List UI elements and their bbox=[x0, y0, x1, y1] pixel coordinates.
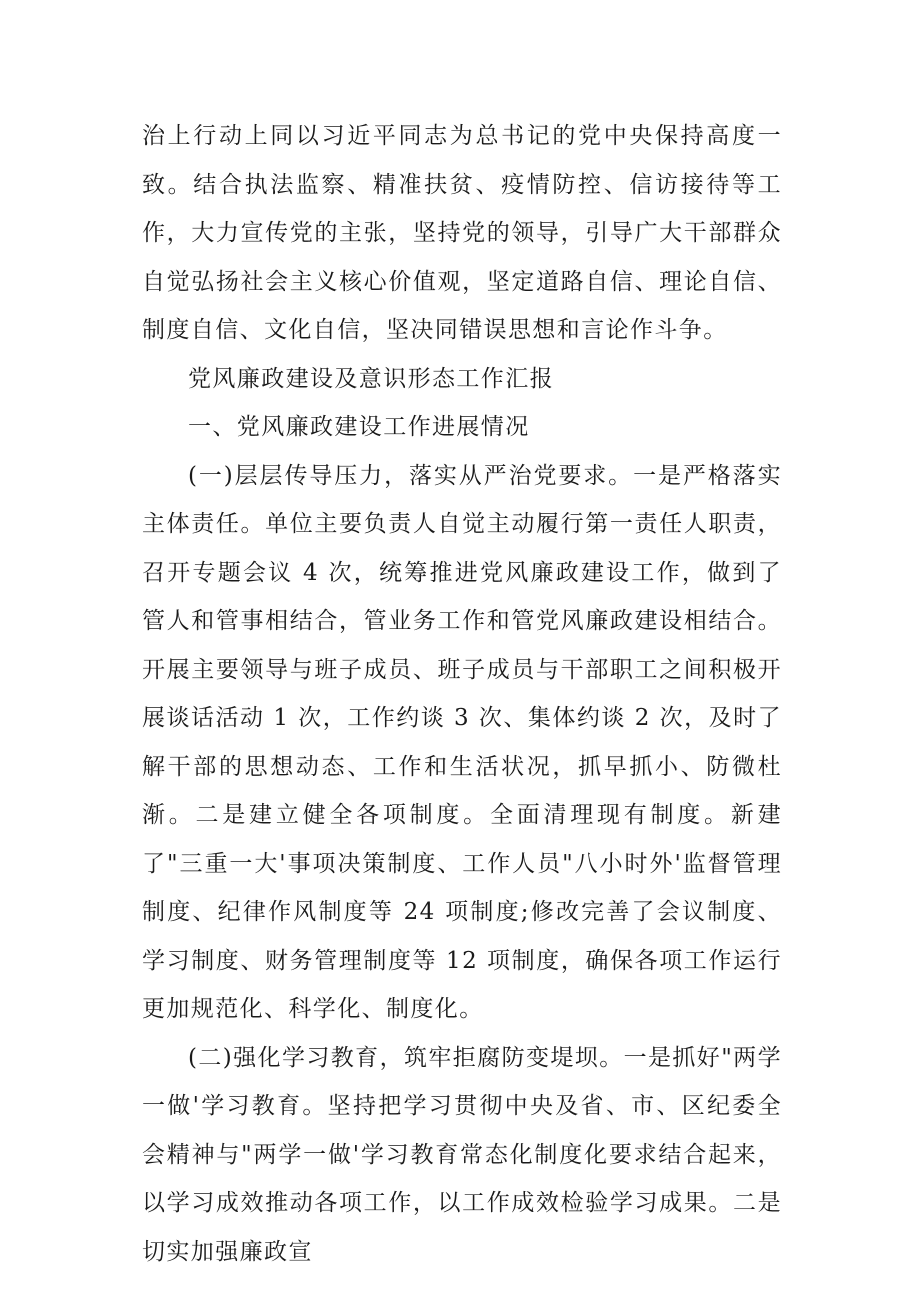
document-body bbox=[142, 112, 782, 1276]
document-title: 党风廉政建设及意识形态工作汇报 bbox=[188, 365, 554, 392]
section-heading: 一、党风廉政建设工作进展情况 bbox=[188, 414, 530, 440]
body-paragraph-1: (一)层层传导压力，落实从严治党要求。一是严格落实主体责任。单位主要负责人自觉主动履行第一责任人职责，召开专题会议 4 次，统筹推进党风廉政建设工作，做到了管人和管事相结合，管业务工作和管党风廉政建设相结合。开展主要领导与班子成员、班子成员与干部职工之间积极开展谈话活动 1 次，工作约谈 3 次、集体约谈 2 次，及时了解干部的思想动态、工作和生活状况，抓早抓小、防微杜渐。二是建立健全各项制度。全面清理现有制度。新建了"三重一大'事项决策制度、工作人员"八小时外'监督管理制度、纪律作风制度等 24 项制度;修改完善了会议制度、学习制度、财务管理制度等 12 项制度，确保各项工作运行更加规范化、科学化、制度化。 bbox=[142, 462, 782, 1022]
body-paragraph-2: (二)强化学习教育，筑牢拒腐防变堤坝。一是抓好"两学一做'学习教育。坚持把学习贯彻中央及省、市、区纪委全会精神与"两学一做'学习教育常态化制度化要求结合起来，以学习成效推动各项工作，以工作成效检验学习成果。二是切实加强廉政宣 bbox=[142, 1044, 782, 1265]
continuation-paragraph: 治上行动上同以习近平同志为总书记的党中央保持高度一致。结合执法监察、精准扶贫、疫情防控、信访接待等工作，大力宣传党的主张，坚持党的领导，引导广大干部群众自觉弘扬社会主义核心价值观，坚定道路自信、理论自信、制度自信、文化自信，坚决同错误思想和言论作斗争。 bbox=[142, 123, 782, 343]
